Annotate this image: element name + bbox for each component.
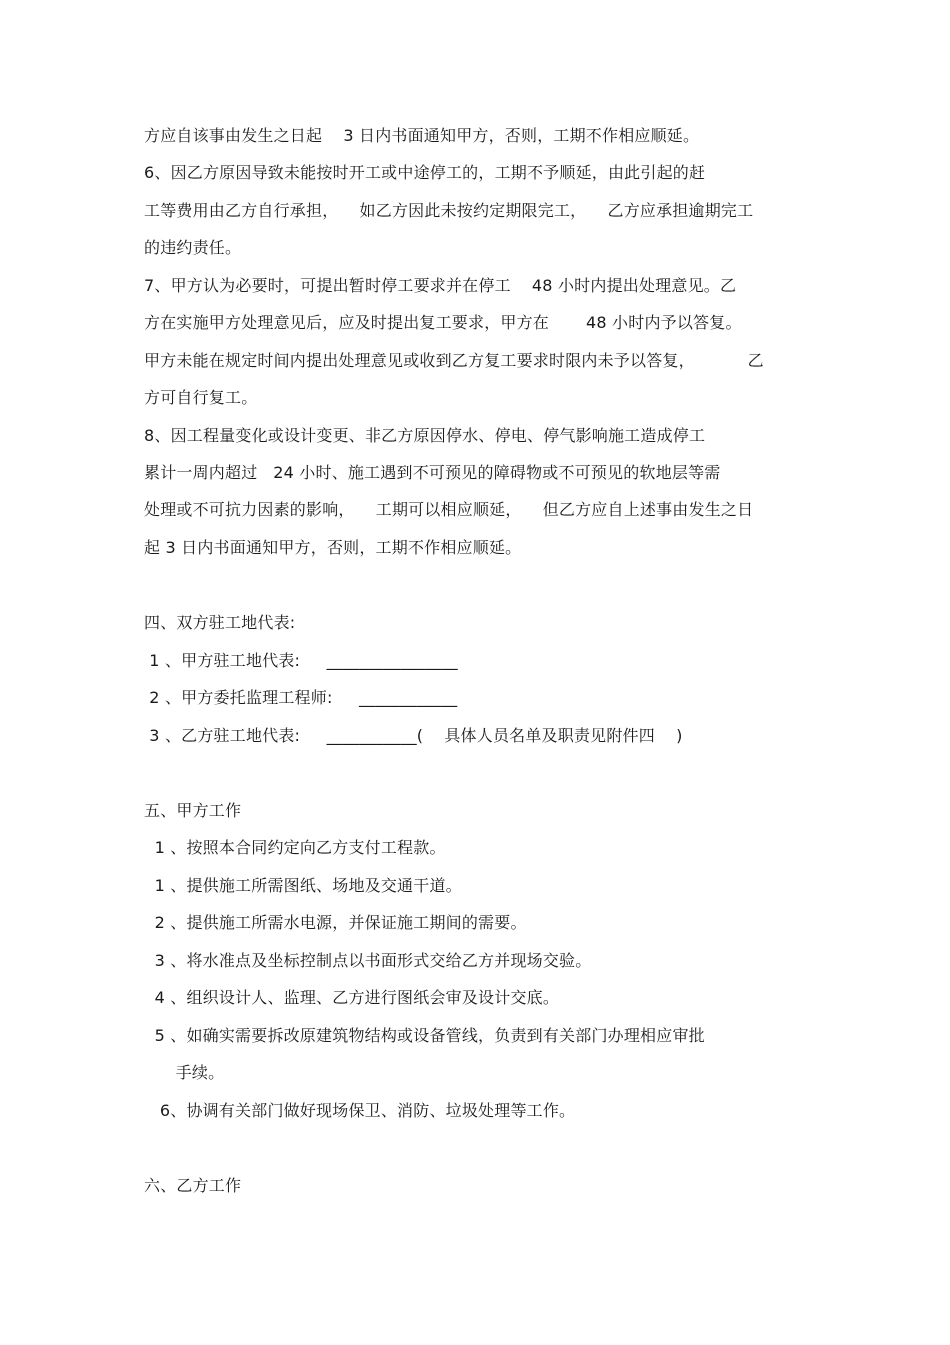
text-line: 甲方未能在规定时间内提出处理意见或收到乙方复工要求时限内未予以答复， 乙	[144, 351, 764, 370]
text-line: 方在实施甲方处理意见后，应及时提出复工要求，甲方在 48 小时内予以答复。	[144, 313, 742, 332]
list-item: 1 、按照本合同约定向乙方支付工程款。	[144, 838, 446, 857]
text-line: 起 3 日内书面通知甲方，否则，工期不作相应顺延。	[144, 538, 522, 557]
section-heading-5: 五、甲方工作	[144, 801, 242, 820]
list-item: 6、协调有关部门做好现场保卫、消防、垃圾处理等工作。	[144, 1101, 576, 1120]
text-line: 方可自行复工。	[144, 388, 258, 407]
clause-8-line: 8、因工程量变化或设计变更、非乙方原因停水、停电、停气影响施工造成停工	[144, 426, 706, 445]
list-item: 3 、将水准点及坐标控制点以书面形式交给乙方并现场交验。	[144, 951, 592, 970]
text-line: 累计一周内超过 24 小时、施工遇到不可预见的障碍物或不可预见的软地层等需	[144, 463, 721, 482]
clause-7-line: 7、甲方认为必要时，可提出暂时停工要求并在停工 48 小时内提出处理意见。乙	[144, 276, 737, 295]
text-line: 的违约责任。	[144, 238, 242, 257]
representative-line: 2 、甲方委托监理工程师: ____________	[144, 688, 458, 707]
section-heading-6: 六、乙方工作	[144, 1176, 242, 1195]
representative-line: 3 、乙方驻工地代表: ___________( 具体人员名单及职责见附件四 )	[144, 726, 683, 745]
list-item: 4 、组织设计人、监理、乙方进行图纸会审及设计交底。	[144, 988, 560, 1007]
text-line: 方应自该事由发生之日起 3 日内书面通知甲方，否则，工期不作相应顺延。	[144, 126, 700, 145]
text-line: 处理或不可抗力因素的影响， 工期可以相应顺延， 但乙方应自上述事由发生之日	[144, 500, 754, 519]
list-item: 2 、提供施工所需水电源，并保证施工期间的需要。	[144, 913, 527, 932]
list-item: 5 、如确实需要拆改原建筑物结构或设备管线，负责到有关部门办理相应审批	[144, 1026, 705, 1045]
clause-6-line: 6、因乙方原因导致未能按时开工或中途停工的，工期不予顺延，由此引起的赶	[144, 163, 706, 182]
representative-line: 1 、甲方驻工地代表: ________________	[144, 651, 458, 670]
list-item-continuation: 手续。	[144, 1063, 225, 1082]
list-item: 1 、提供施工所需图纸、场地及交通干道。	[144, 876, 462, 895]
section-heading-4: 四、双方驻工地代表:	[144, 613, 296, 632]
text-line: 工等费用由乙方自行承担， 如乙方因此未按约定期限完工， 乙方应承担逾期完工	[144, 201, 754, 220]
